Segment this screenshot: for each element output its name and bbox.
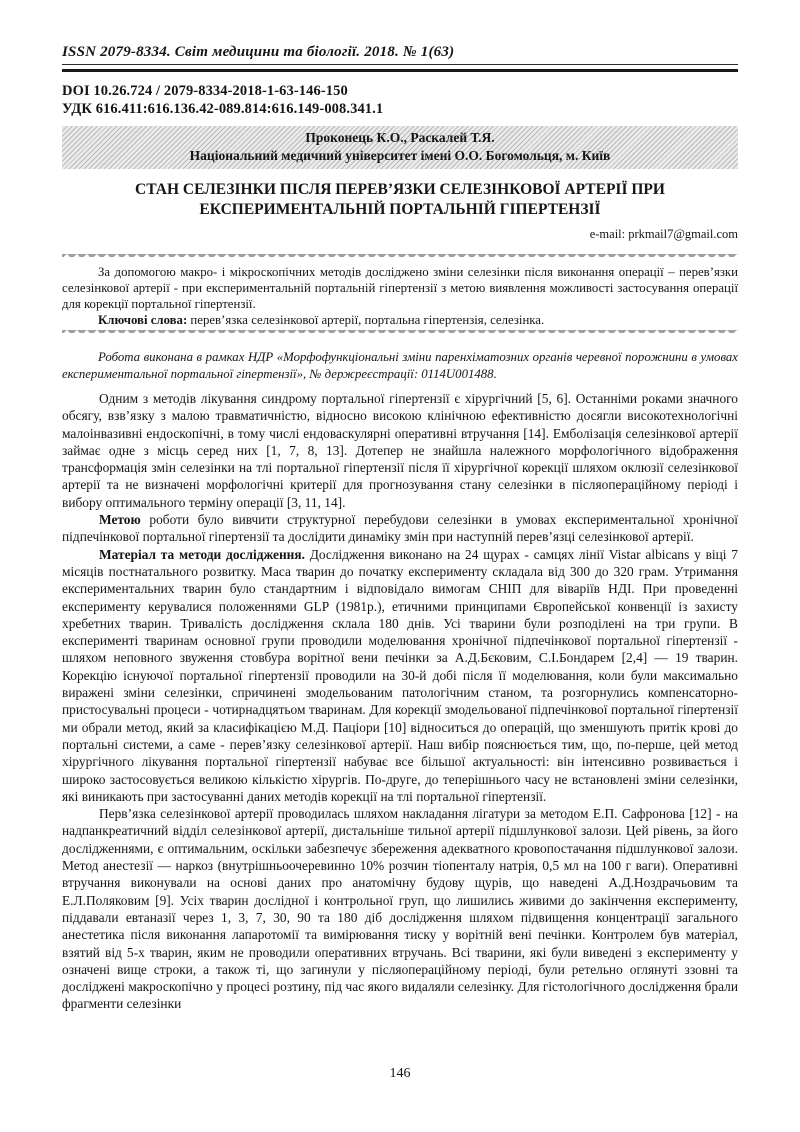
paragraph-text: Дослідження виконано на 24 щурах - самцях лінії Vistar albicans у віці 7 місяців постнатального розвитку. Маса тварин до початку експерименту складала від 300 до 320 грам. Утримання експериментальних тварин було стандартним і відповідало вимогам СНІП для віваріїв НДІ. При проведенні експерименту керувалися положеннями GLP (1981р.), етичними принципами Європейської конвенції із захисту хребетних тварин. Тривалість дослідження склала 180 днів. Усі тварини були розподілені на три групи. В експерименті тваринам основної групи проводили моделювання хронічної підпечінкової портальної гіпертензії - шляхом неповного звуження стовбура ворітної вени печінки за А.Д.Бєковим, С.І.Бондарем [2,4] — 19 тварин. Корекцію існуючої портальної гіпертензії проводили на 30-й добі після її моделювання, коли були максимально виражені зміни селезінки, спричинені змодельованим патологічним станом, та розгорнулись компенсаторно-пристосувальні процеси - чотирнадцятьом тваринам. Для корекції змодельованої підпечінкової портальної гіпертензії ми обрали метод, який за класифікацією М.Д. Паціори [10] відноситься до операцій, що зменшують притік крові до портальні системи, а саме - перев’язку селезінкової артерії. Наш вибір пояснюється тим, що, по-перше, цей метод хірургічного лікування портальної гіпертензії набуває все більшої актуальності: він інтенсивно розвивається і широко застосовується великою кількістю хірургів. По-друге, до теперішнього часу не встановлені зміни селезінки, які виникають при застосуванні даних методів корекції на тлі портальної гіпертензії. — [62, 546, 738, 804]
doi-line: DOI 10.26.724 / 2079-8334-2018-1-63-146-150 — [62, 83, 348, 99]
keywords-label: Ключові слова: — [98, 313, 188, 327]
paragraph-text: Перв’язка селезінкової артерії проводилась шляхом накладання лігатури за методом Е.П. Сафронова [12] - на надпанкреатичний відділ селезінкової артерії, дистальніше тильної артерії підшлункової залози. Цей рівень, за його дослідженнями, є оптимальним, оскільки забезпечує збереження адекватного кровопостачання підшлункової залози. Метод анестезії — наркоз (внутрішньоочеревинно 10% розчин тіопенталу натрія, 0,5 мл на 100 г ваги). Оперативні втручання виконували на основі даних про анатомічну будову щурів, що наведені А.Д.Ноздрачьовим та Е.Л.Поляковим [9]. Усіх тварин дослідної і контрольної груп, що лишились живими до закінчення експерименту, піддавали евтаназії через 1, 3, 7, 30, 90 та 180 діб дослідження шляхом підвищення концентрації загального анестетика після виконання лапаротомії та вимірювання тиску у ворітній вені печінки. Контролем був матеріал, взятий від 5-х тварин, яким не проводили оперативних втручань. Всі тварини, які були виведені з експерименту у означені вище строки, а також ті, що загинули у післяопераційному періоді, були ретельно оглянуті ззовні та досліджені макроскопічно у процесі розтину, під час якого видаляли селезінку. Для гістологічного дослідження брали фрагменти селезінки — [62, 806, 738, 1012]
journal-issn-header: ISSN 2079-8334. Світ медицини та біології. 2018. № 1(63) — [62, 44, 738, 65]
page-content — [62, 0, 738, 1013]
page-number: 146 — [389, 1066, 411, 1081]
keywords-line — [62, 312, 738, 328]
header-rule — [62, 69, 738, 72]
paragraph-text: роботи було вивчити структурної перебудови селезінки в умовах експериментальної хронічної підпечінкової портальної гіпертензії та дослідити динаміку змін при наступній перев’язці селезінкової артерії. — [62, 512, 738, 545]
keywords-text: перев’язка селезінкової артерії, портальна гіпертензія, селезінка. — [187, 313, 545, 327]
authors-block — [62, 126, 738, 169]
zigzag-divider-bottom — [62, 330, 738, 337]
body-paragraph-aim — [62, 511, 738, 546]
paragraph-lead: Метою — [99, 512, 141, 528]
udc-line: УДК 616.411:616.136.42-089.814:616.149-008.341.1 — [62, 101, 384, 117]
authors: Проконець К.О., Раскалей Т.Я. — [305, 130, 495, 145]
article-body — [62, 390, 738, 1013]
article-title — [62, 180, 738, 220]
article-meta — [62, 82, 738, 118]
research-project-note: Робота виконана в рамках НДР «Морфофункціональні зміни паренхіматозних органів черевної порожнини в умовах експериментальної портальної гіпертензії», № держреєстрації: 0114U001488. — [62, 350, 738, 381]
email-line: e-mail: prkmail7@gmail.com — [589, 227, 738, 241]
article-title-line1: СТАН СЕЛЕЗІНКИ ПІСЛЯ ПЕРЕВ’ЯЗКИ СЕЛЕЗІНКОВОЇ АРТЕРІЇ ПРИ — [135, 181, 665, 198]
article-title-line2: ЕКСПЕРИМЕНТАЛЬНІЙ ПОРТАЛЬНІЙ ГІПЕРТЕНЗІЇ — [199, 201, 601, 218]
zigzag-divider-top — [62, 254, 738, 261]
paragraph-lead: Матеріал та методи дослідження. — [99, 546, 305, 562]
body-paragraph-methods — [62, 805, 738, 1013]
paragraph-text: Одним з методів лікування синдрому портальної гіпертензії є хірургічний [5, 6]. Останніми роками значного обсягу, взв’язку з малою травматичністю, відносно високою клінічною ефективністю досягли високотехнологічні малоінвазивні ендоскопічні, в тому числі ендоваскулярні оперативні втручання [14]. Емболізація селезінкової артерії займає одне з місць серед них [1, 7, 8, 13]. Дотепер не знайшла належного морфологічного відображення трансформація змін селезінки на тлі портальної гіпертензії після її хірургічної корекції шляхом оклюзії селезінкової артерії та не визначені морфологічні критерії для прогнозування стану селезінки в післяопераційному періоді і вибору оптимального терміну операції [3, 11, 14]. — [62, 391, 738, 510]
affiliation: Національний медичний університет імені О.О. Богомольця, м. Київ — [189, 148, 611, 163]
body-paragraph-intro — [62, 390, 738, 511]
abstract-block — [62, 264, 738, 328]
abstract-text: За допомогою макро- і мікроскопічних методів досліджено зміни селезінки після виконання операції – перев’язки селезінкової артерії - при експериментальній портальній гіпертензії з метою виявлення можливості застосування операції для корекції портальної гіпертензії. — [62, 265, 738, 311]
body-paragraph-materials — [62, 546, 738, 805]
